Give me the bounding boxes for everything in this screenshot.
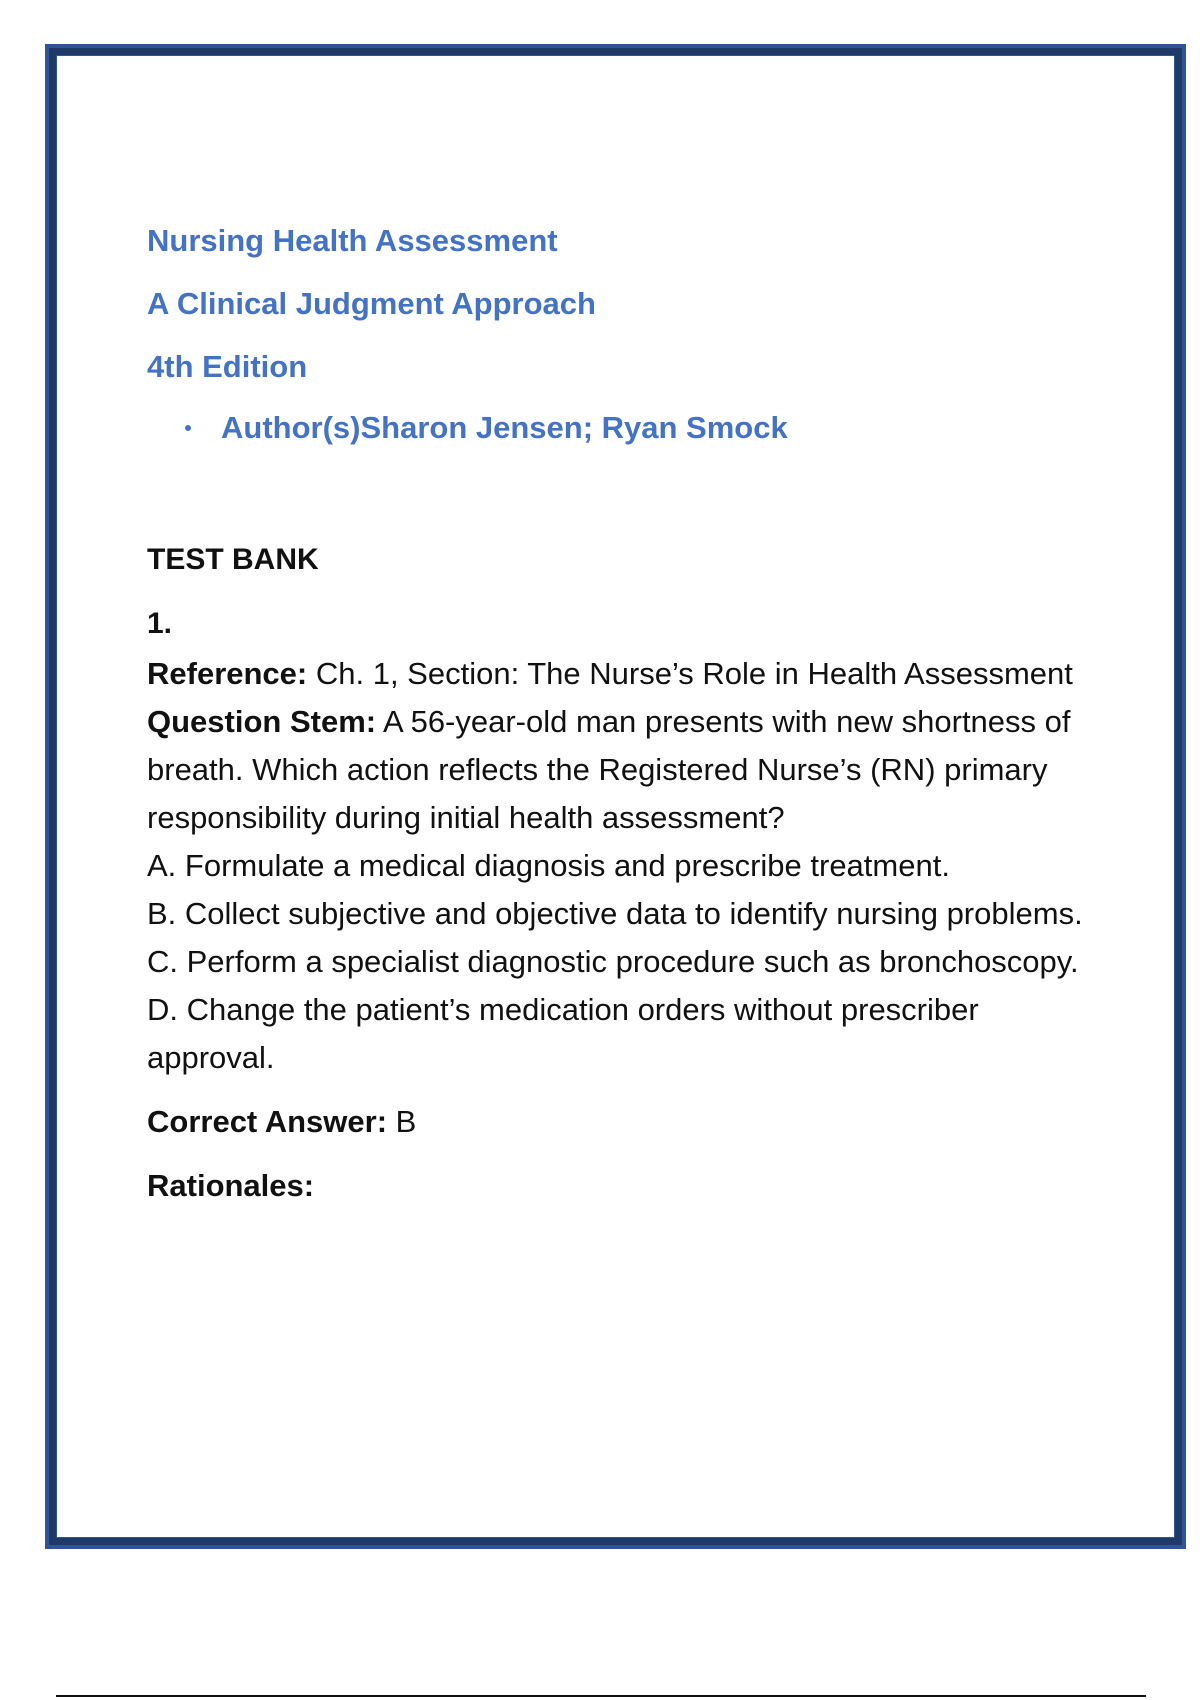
question-stem-text: A 56-year-old man presents with new shortness of breath. Which action reflects the Registered Nurse’s (RN) primary responsibility during initial health assessment? [147,704,1071,835]
document-content [147,222,1097,1210]
option-d: D. Change the patient’s medication orders without prescriber approval. [147,992,979,1075]
footer-divider [56,1695,1146,1697]
correct-answer-line [147,1098,1097,1146]
author-list-item [185,409,1097,447]
bullet-icon [185,425,191,431]
rationales-label: Rationales: [147,1168,315,1203]
reference-label: Reference: [147,656,308,691]
reference-text: Ch. 1, Section: The Nurse’s Role in Health Assessment [307,656,1073,691]
book-edition: 4th Edition [147,349,308,384]
book-title: Nursing Health Assessment [147,223,558,258]
option-c: C. Perform a specialist diagnostic procedure such as bronchoscopy. [147,944,1079,979]
correct-answer-value: B [387,1104,417,1139]
question-stem-label: Question Stem: [147,704,377,739]
book-subtitle: A Clinical Judgment Approach [147,286,596,321]
test-bank-heading: TEST BANK [147,543,319,576]
option-b: B. Collect subjective and objective data to identify nursing problems. [147,896,1083,931]
correct-answer-label: Correct Answer: [147,1104,388,1139]
question-block [147,650,1097,1082]
question-stem-paragraph [147,698,1097,842]
option-a: A. Formulate a medical diagnosis and prescribe treatment. [147,848,950,883]
author-text: Author(s)Sharon Jensen; Ryan Smock [221,410,788,445]
question-number: 1. [147,607,173,640]
reference-paragraph [147,650,1097,698]
